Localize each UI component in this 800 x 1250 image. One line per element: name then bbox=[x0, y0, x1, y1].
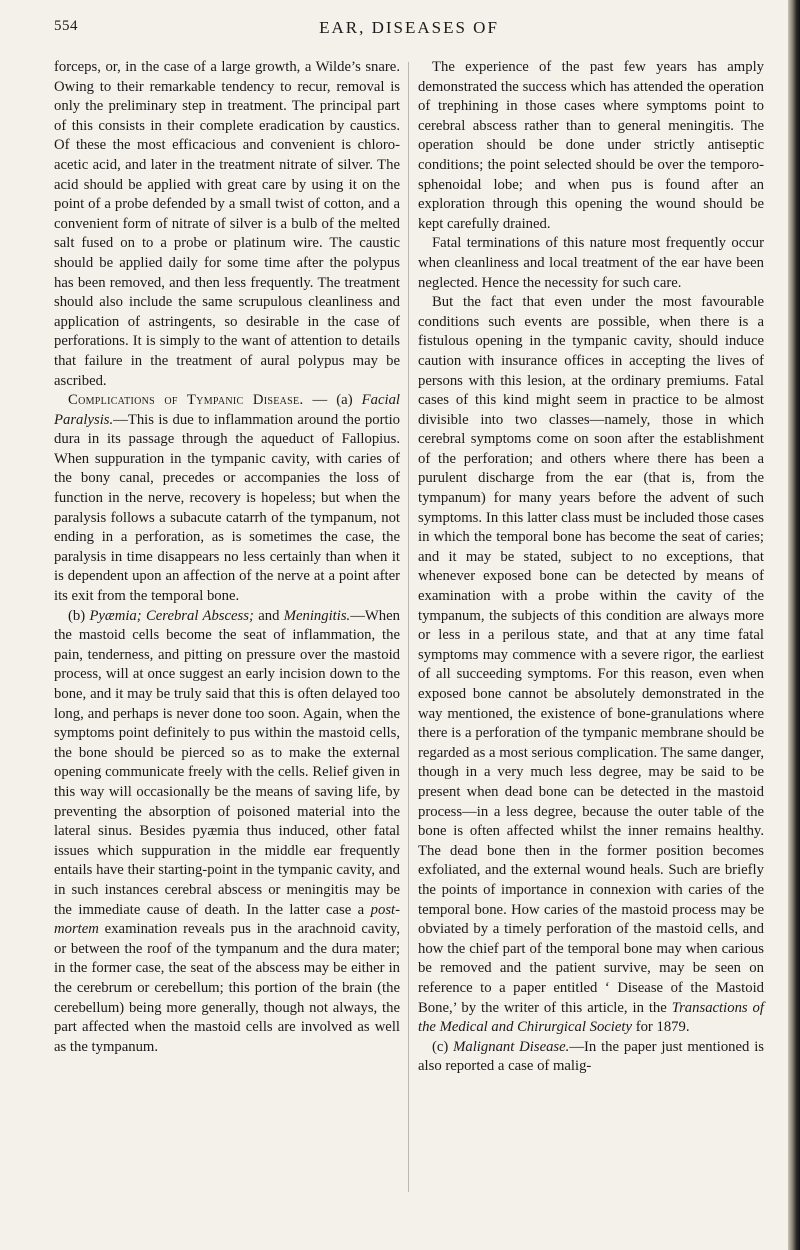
paragraph-polypus-treatment: forceps, or, in the case of a large growth, a Wilde’s snare. Owing to their remarkable tendency to recur, removal is only the preliminary step in treatment. The principal part of this consists in their complete eradication by caustics. Of these the most efficacious and convenient is chloro-acetic acid, and later in the treatment nitrate of silver. The acid should be applied with great care by using it on the point of a probe defended by a small twist of cotton, and a convenient form of nitrate of silver is a bulb of the melted salt fused on to a probe or platinum wire. The caustic should be applied daily for some time after the polypus has been removed, and then less frequently. The treatment should also include the same scrupulous cleanliness and application of astringents, so desirable in the case of perforations. It is simply to the want of attention to details that failure in the treatment of aural polypus may be ascribed. bbox=[54, 59, 400, 389]
subsection-label-b: (b) bbox=[68, 607, 90, 624]
subsection-label-c: (c) bbox=[432, 1038, 454, 1055]
malignant-text: —In the paper just mentioned is also reported a case of malig- bbox=[418, 1038, 764, 1075]
facial-paralysis-text: —This is due to inflammation around the portio dura in its passage through the aqueduct of Fallopius. When suppuration in the tympanic cavity, with caries of the bony canal, precedes or accompanies the loss of function in the nerve, recovery is hopeless; but when the paralysis follows a subacute catarrh of the tympanum, not ending in a perforation, as is sometimes the case, the paralysis in time disappears no less certainly than when it is dependent upon an affection of the nerve at a point after its exit from the temporal bone. bbox=[54, 411, 400, 605]
running-header bbox=[54, 18, 764, 46]
section-heading-complications: Complications of Tympanic Disease. bbox=[68, 392, 304, 409]
paragraph-malignant-disease bbox=[418, 1038, 764, 1077]
running-title: EAR, DISEASES OF bbox=[319, 18, 499, 37]
paragraph-pyaemia bbox=[54, 607, 400, 1058]
paragraph-trephining: The experience of the past few years has amply demonstrated the success which has attended the operation of trephining in those cases where symptoms point to cerebral abscess rather than to general meningitis. The operation should be done under strictly antiseptic conditions; the point selected should be over the temporo-sphenoidal lobe; and when pus is found after an exploration through this opening the wound should be kept carefully drained. bbox=[418, 59, 764, 232]
left-column bbox=[54, 58, 400, 1057]
paragraph-fatal-terminations: Fatal terminations of this nature most frequently occur when cleanliness and local treatment of the ear have been neglected. Hence the necessity for such care. bbox=[418, 235, 764, 291]
italic-journal-title: Transactions of the Medical and Chirurgical Society bbox=[418, 999, 764, 1036]
subsection-title-facial-paralysis: Facial Paralysis. bbox=[54, 392, 401, 428]
pyaemia-text-part-1: —When the mastoid cells become the seat of inflammation, the pain, tenderness, and pitting on pressure over the mastoid process, will at once suggest an early incision down to the bone, and it may be truly said that this is often delayed too long, and perhaps is never done too soon. Again, when the symptoms point definitely to pus within the mastoid cells, the bone should be pierced so as to make the external opening communicate freely with the cells. Relief given in this way will occasionally be the means of saving life, by preventing the absorption of poisoned material into the lateral sinus. Besides pyæmia thus induced, other fatal issues which suppuration in the middle ear frequently entails have their starting-point in the tympanic cavity, and in such instances cerebral abscess or meningitis may be the immediate cause of death. In the latter case a bbox=[54, 607, 400, 918]
right-column bbox=[418, 58, 764, 1077]
paragraph-facial-paralysis bbox=[54, 391, 400, 607]
italic-post-mortem: post-mortem bbox=[54, 901, 400, 938]
heading-dash: — bbox=[303, 392, 337, 409]
paragraph-insurance-caution bbox=[418, 293, 764, 1038]
subsection-title-meningitis: Meningitis. bbox=[283, 607, 351, 624]
subsection-title-pyaemia: Pyæmia; Cerebral Abscess; bbox=[89, 607, 254, 624]
insurance-text-part-1: But the fact that even under the most favourable conditions such events are possible, when there is a fistulous opening in the tympanic cavity, should induce caution with insurance offices in accepting the lives of persons with this lesion, at the ordinary premiums. Fatal cases of this kind might seem in practice to be almost divisible into two classes—namely, those in which cerebral symptoms come on soon after the establishment of the perforation; and others where there has been a purulent discharge from the ear (that is, from the tympanum) for many years before the advent of such symptoms. In this latter class must be included those cases in which the temporal bone has become the seat of caries; and it may be stated, subject to no exceptions, that whenever exposed bone can be detected by means of examination with a probe within the cavity of the tympanum, the subjects of this condition are always more or less in a perilous state, and that at any time fatal symptoms may commence with a severe rigor, the earliest of all succeeding symptoms. For this reason, even when exposed bone cannot be absolutely demonstrated in the way mentioned, the existence of bone-granulations where there is a perforation of the tympanic membrane should be regarded as a most serious complication. The same danger, though in a very much less degree, may be said to be present when dead bone can be detected in the mastoid process—in a less degree, because the outer table of the bone is often affected whilst the inner remains healthy. The dead bone then in the former position becomes exfoliated, and the external wound heals. Such are briefly the points of importance in connexion with caries of the temporal bone. How caries of the mastoid process may be obviated by a timely perforation of the mastoid cells, and how the chief part of the temporal bone may when carious be removed and the patient survive, may be seen on reference to a paper entitled ‘ Disease of the Mastoid Bone,’ by the writer of this article, in the bbox=[418, 294, 764, 1016]
page-number: 554 bbox=[54, 18, 78, 34]
insurance-text-part-2: for 1879. bbox=[632, 1019, 690, 1036]
column-divider bbox=[408, 62, 409, 1192]
pyaemia-text-part-2: examination reveals pus in the arachnoid cavity, or between the roof of the tympanum and the dura mater; in the former case, the seat of the abscess may be either in the cerebrum or cerebellum; this portion of the brain (the cerebellum) being more generally, though not always, the part affected when the mastoid cells are involved as well as the tympanum. bbox=[54, 921, 400, 1055]
page-edge-shadow bbox=[788, 0, 800, 1250]
subsection-label-a: (a) bbox=[336, 392, 362, 409]
conjunction-and: and bbox=[253, 607, 284, 624]
subsection-title-malignant: Malignant Disease. bbox=[453, 1038, 570, 1055]
